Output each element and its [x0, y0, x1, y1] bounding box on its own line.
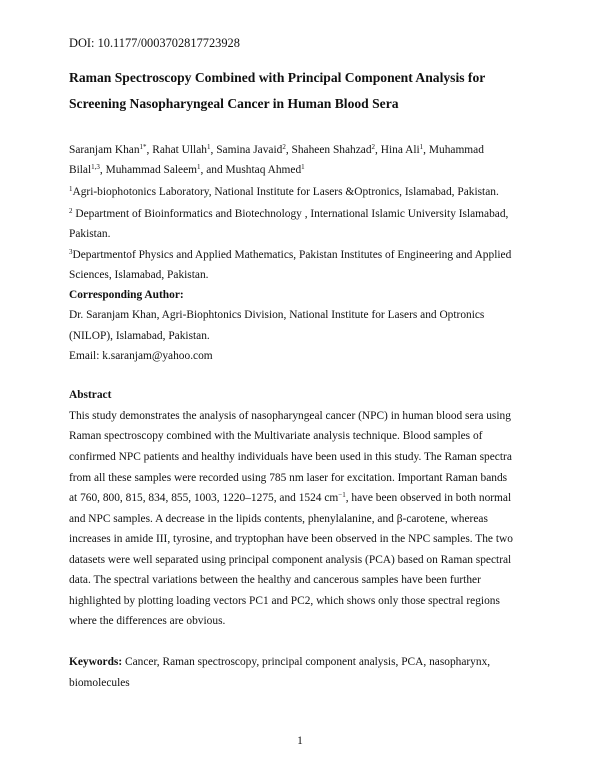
author-name: Muhammad	[428, 144, 484, 156]
author-separator: ,	[375, 144, 381, 156]
corresponding-author-heading: Corresponding Author:	[69, 289, 184, 301]
abstract-line: data. The spectral variations between the healthy and cancerous samples have been further	[69, 574, 481, 586]
author-separator: ,	[210, 144, 217, 156]
affiliation-3	[69, 248, 511, 262]
author-separator: , and	[200, 164, 226, 176]
author-name: Shaheen Shahzad	[291, 144, 372, 156]
corresponding-author-line: (NILOP), Islamabad, Pakistan.	[69, 330, 210, 342]
affiliation-3-continued: Sciences, Islamabad, Pakistan.	[69, 269, 209, 281]
abstract-line	[69, 491, 511, 505]
author-name: Saranjam Khan	[69, 144, 140, 156]
affiliation-2-continued: Pakistan.	[69, 228, 111, 240]
author-affiliation-mark: 1	[206, 143, 211, 151]
keywords-text: Cancer, Raman spectroscopy, principal component analysis, PCA, nasopharynx,	[122, 656, 491, 668]
author-affiliation-mark: 2	[371, 143, 376, 151]
author-affiliation-mark: 1,3	[91, 163, 100, 171]
abstract-line: where the differences are obvious.	[69, 615, 226, 627]
author-affiliation-mark: 2	[282, 143, 286, 151]
affiliation-mark: 3	[69, 248, 73, 256]
doi-line: DOI: 10.1177/0003702817723928	[69, 36, 240, 50]
keywords	[69, 655, 490, 669]
corresponding-author-email: Email: k.saranjam@yahoo.com	[69, 350, 213, 362]
keywords-continued: biomolecules	[69, 677, 130, 689]
abstract-line-text: , have been observed in both normal	[345, 492, 512, 504]
abstract-line: highlighted by plotting loading vectors PC1 and PC2, which shows only those spectral regions	[69, 595, 500, 607]
unit-exponent: −1	[338, 491, 346, 499]
abstract-line: This study demonstrates the analysis of nasopharyngeal cancer (NPC) in human blood sera using	[69, 410, 511, 422]
paper-title-line-2: Screening Nasopharyngeal Cancer in Human Blood Sera	[69, 96, 399, 111]
author-name: Bilal	[69, 164, 92, 176]
affiliation-mark: 1	[69, 185, 73, 193]
author-affiliation-mark: 1	[419, 143, 424, 151]
author-separator: ,	[423, 144, 429, 156]
abstract-heading: Abstract	[69, 389, 112, 401]
author-separator: ,	[99, 164, 106, 176]
abstract-line-text: at 760, 800, 815, 834, 855, 1003, 1220–1275, and 1524 cm	[69, 492, 339, 504]
abstract-line: datasets were well separated using principal component analysis (PCA) based on Raman spectral	[69, 554, 512, 566]
corresponding-author-line: Dr. Saranjam Khan, Agri-Biophtonics Division, National Institute for Lasers and Optronics	[69, 309, 485, 321]
author-name: Mushtaq Ahmed	[225, 164, 302, 176]
abstract-line: Raman spectroscopy combined with the Multivariate analysis technique. Blood samples of	[69, 430, 483, 442]
abstract-line: increases in amide III, tyrosine, and tryptophan have been observed in the NPC samples. The two	[69, 533, 513, 545]
author-affiliation-mark: 1	[197, 163, 201, 171]
author-name: Rahat Ullah	[152, 144, 207, 156]
affiliation-text: Department of Bioinformatics and Biotechnology , International Islamic University Islamabad,	[72, 208, 509, 220]
affiliation-mark: 2	[69, 207, 73, 215]
author-separator: ,	[146, 144, 153, 156]
author-list-line-1	[69, 143, 484, 157]
author-list-line-2	[69, 163, 305, 177]
affiliation-1	[69, 185, 499, 199]
author-name: Samina Javaid	[216, 144, 283, 156]
keywords-label: Keywords:	[69, 656, 123, 668]
author-affiliation-mark: 1	[301, 163, 305, 171]
affiliation-text: Departmentof Physics and Applied Mathematics, Pakistan Institutes of Engineering and Applied	[72, 249, 512, 261]
affiliation-text: Agri-biophotonics Laboratory, National Institute for Lasers &Optronics, Islamabad, Pakistan.	[72, 186, 499, 198]
author-separator: ,	[285, 144, 292, 156]
affiliation-2	[69, 207, 508, 221]
author-name: Muhammad Saleem	[105, 164, 198, 176]
author-name: Hina Ali	[380, 144, 420, 156]
page-number: 1	[297, 735, 303, 747]
abstract-line: from all these samples were recorded using 785 nm laser for excitation. Important Raman bands	[69, 472, 508, 484]
author-affiliation-mark: 1*	[139, 143, 147, 151]
abstract-line: confirmed NPC patients and healthy individuals have been used in this study. The Raman spectra	[69, 451, 512, 463]
paper-title-line-1: Raman Spectroscopy Combined with Principal Component Analysis for	[69, 70, 486, 85]
abstract-line: and NPC samples. A decrease in the lipids contents, phenylalanine, and β-carotene, whereas	[69, 513, 488, 525]
